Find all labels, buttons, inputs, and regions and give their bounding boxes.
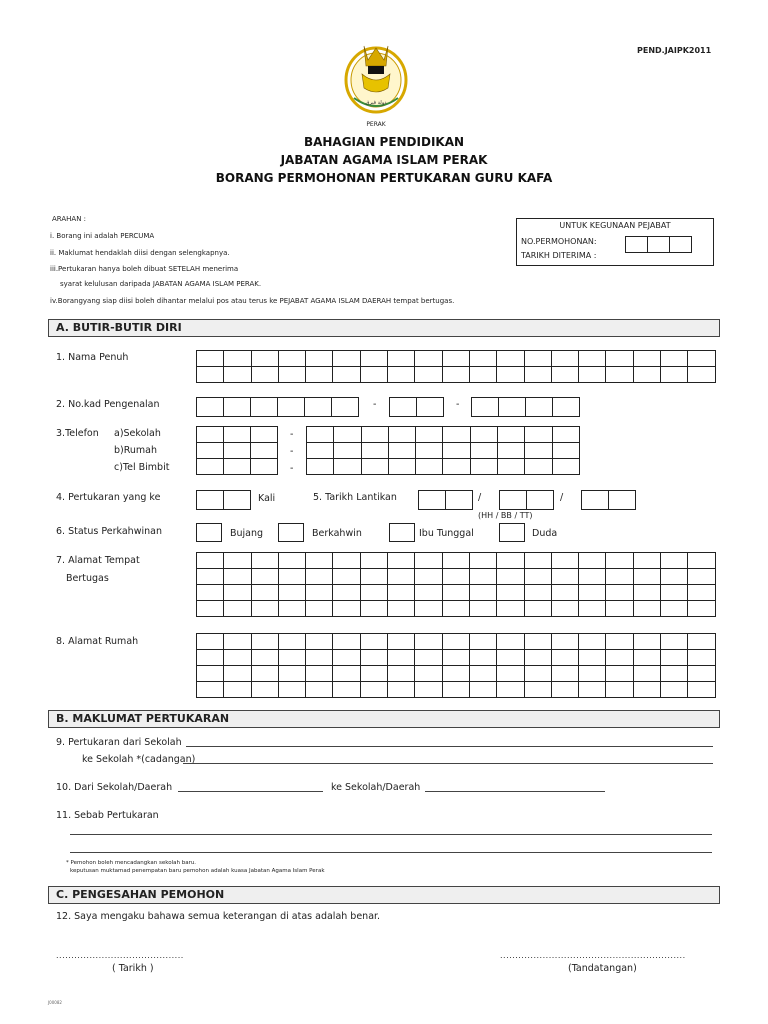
kali-label: Kali [258, 493, 276, 504]
home-address-label: 8. Alamat Rumah [56, 636, 139, 647]
work-address-label: 7. Alamat Tempat [56, 555, 140, 566]
instruction-item: i. Borang ini adalah PERCUMA [50, 232, 155, 240]
telephone-label: 3.Telefon [56, 428, 99, 439]
transfer-from-school-label: 9. Pertukaran dari Sekolah [56, 737, 182, 748]
date-label: ( Tarikh ) [112, 963, 154, 974]
status-single-checkbox[interactable] [196, 523, 222, 542]
transfer-reason-line-1[interactable] [70, 834, 712, 835]
to-school-district-line[interactable] [425, 791, 605, 792]
title-line-1: BAHAGIAN PENDIDIKAN [303, 135, 465, 149]
date-signature-dots[interactable]: .......................................... [56, 951, 184, 960]
phone-school-label: a)Sekolah [114, 428, 161, 439]
footnote-2: keputusan muktamad penempatan baru pemohon adalah kuasa Jabatan Agama Islam Perak [70, 868, 325, 874]
phone-prefix-grid[interactable] [196, 426, 278, 475]
section-b-header: B. MAKLUMAT PERTUKARAN [48, 710, 720, 728]
signature-dots[interactable]: ............................................................. [500, 951, 686, 960]
date-slash: / [478, 492, 482, 503]
phone-dash: - [290, 463, 294, 474]
instruction-item: iv.Borangyang siap diisi boleh dihantar melalui pos atau terus ke PEJABAT AGAMA ISLAM DAERAH tempat bertugas. [50, 297, 455, 305]
status-single-label: Bujang [230, 528, 264, 539]
to-school-district-label: ke Sekolah/Daerah [331, 782, 421, 793]
work-address-grid[interactable] [196, 552, 716, 617]
transfer-reason-label: 11. Sebab Pertukaran [56, 810, 159, 821]
appointment-date-label: 5. Tarikh Lantikan [313, 492, 397, 503]
from-school-district-label: 10. Dari Sekolah/Daerah [56, 782, 173, 793]
phone-number-grid[interactable] [306, 426, 580, 475]
signature-label: (Tandatangan) [568, 963, 637, 974]
ic-number-part-2[interactable] [389, 397, 444, 417]
ic-dash: - [373, 399, 377, 410]
date-slash: / [560, 492, 564, 503]
instruction-item: ii. Maklumat hendaklah diisi dengan selengkapnya. [50, 249, 230, 257]
instruction-item: iii.Pertukaran hanya boleh dibuat SETELAH menerima [50, 265, 239, 273]
appointment-month-boxes[interactable] [499, 490, 554, 510]
perak-crest-logo [340, 38, 412, 130]
status-married-label: Berkahwin [312, 528, 362, 539]
status-single-mother-checkbox[interactable] [389, 523, 415, 542]
section-a-header: A. BUTIR-BUTIR DIRI [48, 319, 720, 337]
phone-dash: - [290, 446, 294, 457]
application-number-boxes[interactable] [625, 236, 692, 253]
logo-script-text: دولة ڤيرق [365, 100, 387, 106]
status-married-checkbox[interactable] [278, 523, 304, 542]
ic-dash: - [456, 399, 460, 410]
instruction-item: syarat kelulusan daripada JABATAN AGAMA ISLAM PERAK. [60, 280, 262, 288]
transfer-reason-line-2[interactable] [70, 852, 712, 853]
section-c-header: C. PENGESAHAN PEMOHON [48, 886, 720, 904]
form-reference-code: PEND.JAIPK2011 [637, 46, 712, 55]
ic-number-part-3[interactable] [471, 397, 580, 417]
footer-code: J00082 [48, 1000, 62, 1005]
proposed-school-line[interactable] [183, 763, 713, 764]
appointment-day-boxes[interactable] [418, 490, 473, 510]
logo-label: PERAK [366, 121, 386, 128]
full-name-grid[interactable] [196, 350, 716, 383]
status-single-mother-label: Ibu Tunggal [419, 528, 474, 539]
transfer-from-school-line[interactable] [186, 746, 713, 747]
ic-number-label: 2. No.kad Pengenalan [56, 399, 160, 410]
transfer-count-label: 4. Pertukaran yang ke [56, 492, 161, 503]
appointment-year-boxes[interactable] [581, 490, 636, 510]
application-number-label: NO.PERMOHONAN: [521, 237, 597, 246]
ic-number-part-1[interactable] [196, 397, 359, 417]
phone-dash: - [290, 429, 294, 440]
title-line-2: JABATAN AGAMA ISLAM PERAK [280, 153, 488, 167]
work-address-label-2: Bertugas [66, 573, 109, 584]
declaration-text: 12. Saya mengaku bahawa semua keterangan di atas adalah benar. [56, 911, 381, 922]
instructions-heading: ARAHAN : [52, 215, 87, 223]
date-received-label: TARIKH DITERIMA : [521, 251, 597, 260]
proposed-school-label: ke Sekolah *(cadangan) [82, 754, 196, 765]
office-use-heading: UNTUK KEGUNAAN PEJABAT [559, 221, 671, 230]
home-address-grid[interactable] [196, 633, 716, 698]
phone-mobile-label: c)Tel Bimbit [114, 462, 170, 473]
status-widower-label: Duda [532, 528, 558, 539]
status-widower-checkbox[interactable] [499, 523, 525, 542]
transfer-count-boxes[interactable] [196, 490, 251, 510]
footnote-1: * Pemohon boleh mencadangkan sekolah baru. [66, 860, 197, 866]
marital-status-label: 6. Status Perkahwinan [56, 526, 162, 537]
date-format-hint: (HH / BB / TT) [478, 511, 533, 520]
full-name-label: 1. Nama Penuh [56, 352, 129, 363]
title-line-3: BORANG PERMOHONAN PERTUKARAN GURU KAFA [215, 171, 553, 185]
phone-home-label: b)Rumah [114, 445, 158, 456]
from-school-district-line[interactable] [178, 791, 323, 792]
